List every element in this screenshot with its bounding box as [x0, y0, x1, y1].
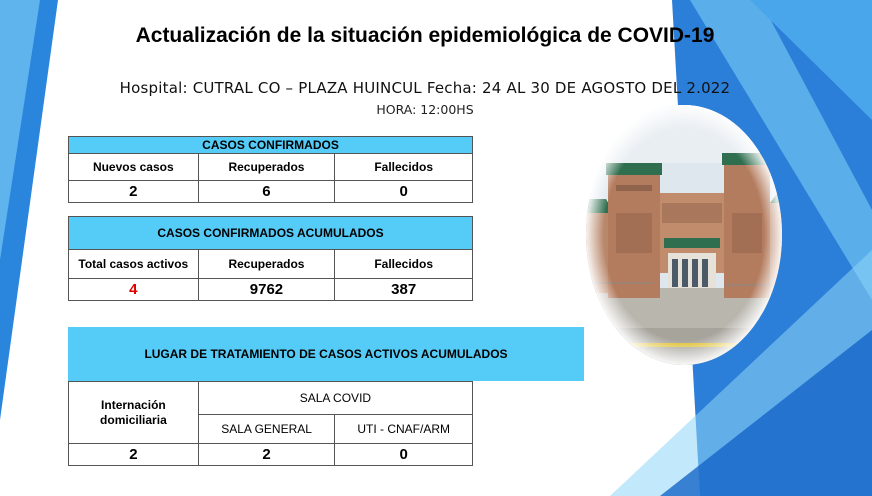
column-header: Total casos activos — [69, 250, 199, 279]
internacion-value: 2 — [69, 444, 199, 466]
column-header: Recuperados — [198, 154, 335, 181]
uti-value: 0 — [335, 444, 473, 466]
hora-line: HORA: 12:00HS — [376, 102, 474, 117]
page-title: Actualización de la situación epidemiológica de COVID-19 — [135, 24, 715, 47]
uti-header: UTI - CNAF/ARM — [335, 415, 473, 444]
lugar-tratamiento-table — [68, 381, 473, 466]
internacion-domiciliaria-header: Internación domiciliaria — [69, 382, 199, 444]
fallecidos-acumulados-value: 387 — [335, 279, 473, 301]
column-header: Recuperados — [198, 250, 335, 279]
sala-covid-header: SALA COVID — [198, 382, 472, 415]
column-header: Fallecidos — [335, 154, 473, 181]
recuperados-value: 6 — [198, 181, 335, 203]
recuperados-acumulados-value: 9762 — [198, 279, 335, 301]
casos-confirmados-banner: CASOS CONFIRMADOS — [69, 137, 473, 154]
total-activos-value: 4 — [69, 279, 199, 301]
fallecidos-value: 0 — [335, 181, 473, 203]
sala-general-value: 2 — [198, 444, 335, 466]
sala-general-header: SALA GENERAL — [198, 415, 335, 444]
hospital-photo — [584, 103, 784, 367]
column-header: Nuevos casos — [69, 154, 199, 181]
nuevos-casos-value: 2 — [69, 181, 199, 203]
casos-acumulados-banner: CASOS CONFIRMADOS ACUMULADOS — [69, 217, 473, 250]
casos-confirmados-table — [68, 136, 473, 203]
lugar-tratamiento-banner: LUGAR DE TRATAMIENTO DE CASOS ACTIVOS ACUMULADOS — [68, 327, 584, 381]
hospital-date-line: Hospital: CUTRAL CO – PLAZA HUINCUL Fecha: 24 AL 30 DE AGOSTO DEL 2.022 — [119, 79, 731, 97]
casos-acumulados-table — [68, 216, 473, 301]
column-header: Fallecidos — [335, 250, 473, 279]
